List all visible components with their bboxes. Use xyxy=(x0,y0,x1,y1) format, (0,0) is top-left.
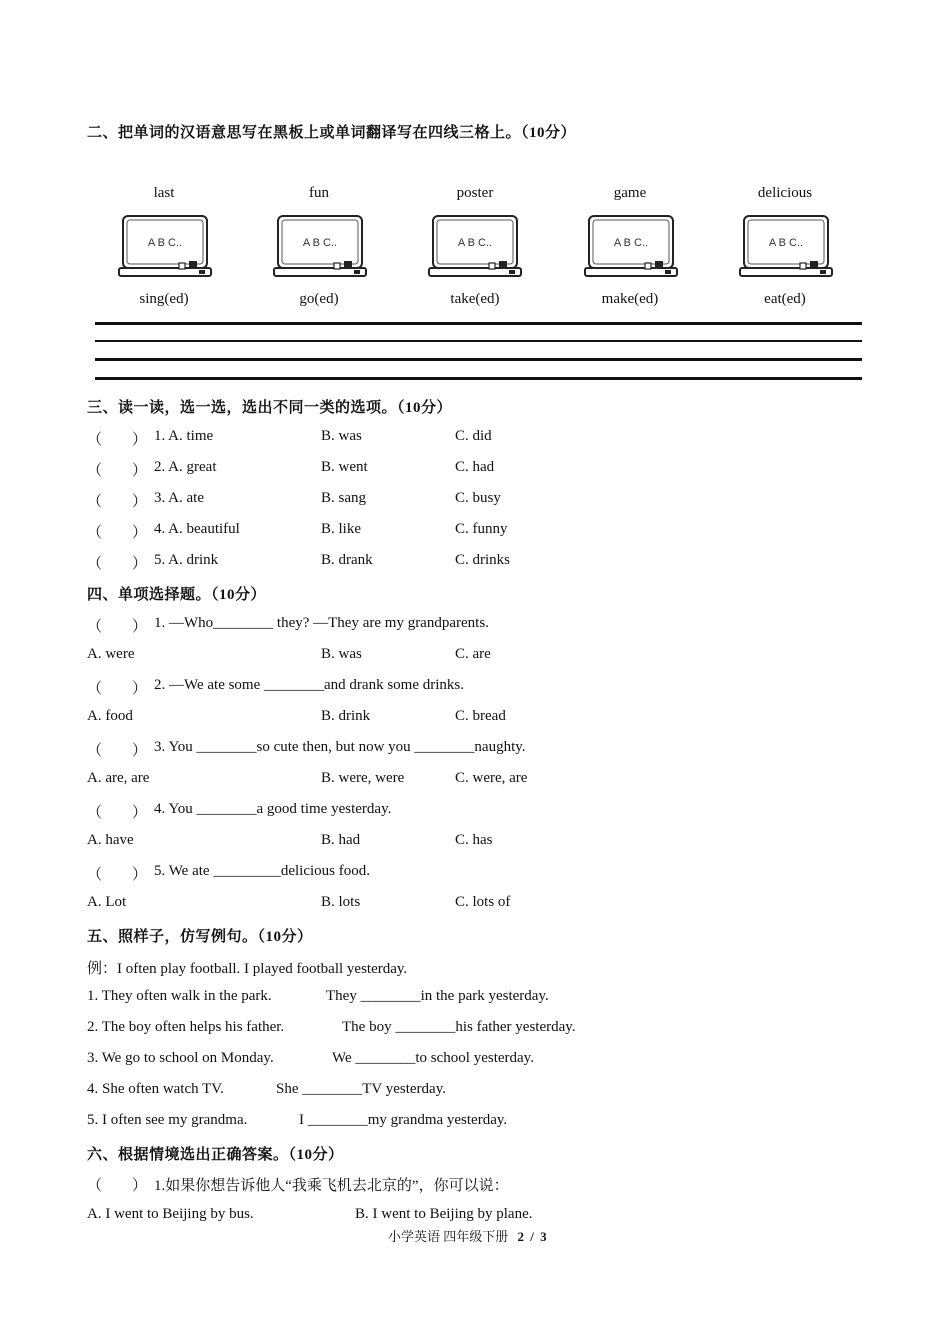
answer-blank[interactable]: （ ） xyxy=(87,743,148,759)
s4-q1-c: C. are xyxy=(455,646,491,662)
board-text-4: A B C.. xyxy=(613,237,649,249)
s4-q4-b: B. had xyxy=(321,832,361,848)
s4-q1-a: A. were xyxy=(87,646,135,662)
s3-q4-b: B. like xyxy=(321,521,361,537)
board-text-2: A B C.. xyxy=(302,237,338,249)
s3-q1-b: B. was xyxy=(321,428,362,444)
section-4-heading: 四、单项选择题。（10分） xyxy=(87,587,267,603)
s5-q1-right: They ________in the park yesterday. xyxy=(326,988,549,1004)
s3-q5-c: C. drinks xyxy=(455,552,511,568)
top-word-1: last xyxy=(153,185,175,201)
bottom-word-5: eat(ed) xyxy=(764,291,806,307)
s3-q2-c: C. had xyxy=(455,459,495,475)
grid-line-4 xyxy=(95,377,862,380)
s5-q5-right: I ________my grandma yesterday. xyxy=(299,1112,508,1128)
footer-separator: / xyxy=(530,1229,534,1244)
top-word-5: delicious xyxy=(757,185,813,201)
s4-q4: 4. You ________a good time yesterday. xyxy=(154,801,392,817)
s3-q1-c: C. did xyxy=(455,428,492,444)
s5-q4-left: 4. She often watch TV. xyxy=(87,1081,224,1097)
s3-q2-b: B. went xyxy=(321,459,368,475)
blackboard-3 xyxy=(427,214,523,280)
answer-blank[interactable]: （ ） xyxy=(87,556,148,572)
s4-q4-a: A. have xyxy=(87,832,134,848)
s3-q1-a: 1. A. time xyxy=(154,428,214,444)
footer-page-number: 2 xyxy=(517,1229,525,1244)
answer-blank[interactable]: （ ） xyxy=(87,805,148,821)
answer-blank[interactable]: （ ） xyxy=(87,432,148,448)
s4-q1: 1. —Who________ they? —They are my grandparents. xyxy=(154,615,489,631)
s4-q1-b: B. was xyxy=(321,646,362,662)
s4-q5: 5. We ate _________delicious food. xyxy=(154,863,370,879)
bottom-word-1: sing(ed) xyxy=(139,291,189,307)
s3-q3-a: 3. A. ate xyxy=(154,490,204,506)
s4-q2-c: C. bread xyxy=(455,708,506,724)
s3-q4-c: C. funny xyxy=(455,521,508,537)
footer-total-pages: 3 xyxy=(540,1229,547,1244)
answer-blank[interactable]: （ ） xyxy=(87,681,148,697)
s4-q5-b: B. lots xyxy=(321,894,361,910)
s4-q2-b: B. drink xyxy=(321,708,371,724)
s4-q3-b: B. were, were xyxy=(321,770,405,786)
bottom-word-3: take(ed) xyxy=(450,291,500,307)
s6-q1-b: B. I went to Beijing by plane. xyxy=(355,1206,533,1222)
s4-q4-c: C. has xyxy=(455,832,493,848)
section-6-heading: 六、根据情境选出正确答案。（10分） xyxy=(87,1147,344,1163)
s3-q2-a: 2. A. great xyxy=(154,459,217,475)
section-5-heading: 五、照样子，仿写例句。（10分） xyxy=(87,929,313,945)
bottom-word-4: make(ed) xyxy=(601,291,659,307)
board-text-1: A B C.. xyxy=(147,237,183,249)
answer-blank[interactable]: （ ） xyxy=(87,494,148,510)
blackboard-4 xyxy=(583,214,679,280)
blackboard-2 xyxy=(272,214,368,280)
s3-q5-a: 5. A. drink xyxy=(154,552,219,568)
s6-q1: 1.如果你想告诉他人“我乘飞机去北京的”，你可以说： xyxy=(154,1178,509,1194)
s5-q3-right: We ________to school yesterday. xyxy=(332,1050,534,1066)
s4-q5-a: A. Lot xyxy=(87,894,127,910)
s4-q3-a: A. are, are xyxy=(87,770,150,786)
board-text-5: A B C.. xyxy=(768,237,804,249)
s6-q1-a: A. I went to Beijing by bus. xyxy=(87,1206,254,1222)
answer-blank[interactable]: （ ） xyxy=(87,619,148,635)
section-2-heading: 二、把单词的汉语意思写在黑板上或单词翻译写在四线三格上。（10分） xyxy=(87,125,577,141)
board-text-3: A B C.. xyxy=(457,237,493,249)
s5-q2-left: 2. The boy often helps his father. xyxy=(87,1019,285,1035)
s5-q1-left: 1. They often walk in the park. xyxy=(87,988,272,1004)
s4-q3-c: C. were, are xyxy=(455,770,528,786)
s4-q5-c: C. lots of xyxy=(455,894,511,910)
s3-q3-c: C. busy xyxy=(455,490,501,506)
s5-q2-right: The boy ________his father yesterday. xyxy=(342,1019,576,1035)
s4-q2-a: A. food xyxy=(87,708,133,724)
top-word-4: game xyxy=(613,185,647,201)
footer-text: 小学英语 四年级下册 xyxy=(388,1229,509,1244)
section-3-heading: 三、读一读，选一选，选出不同一类的选项。（10分） xyxy=(87,400,453,416)
answer-blank[interactable]: （ ） xyxy=(87,1178,148,1194)
answer-blank[interactable]: （ ） xyxy=(87,867,148,883)
grid-line-3 xyxy=(95,358,862,361)
top-word-3: poster xyxy=(456,185,494,201)
s5-q4-right: She ________TV yesterday. xyxy=(276,1081,446,1097)
s5-q5-left: 5. I often see my grandma. xyxy=(87,1112,248,1128)
page-footer xyxy=(388,1226,547,1245)
s5-q3-left: 3. We go to school on Monday. xyxy=(87,1050,274,1066)
answer-blank[interactable]: （ ） xyxy=(87,463,148,479)
s4-q2: 2. —We ate some ________and drank some drinks. xyxy=(154,677,464,693)
blackboard-5 xyxy=(738,214,834,280)
bottom-word-2: go(ed) xyxy=(299,291,339,307)
s4-q3: 3. You ________so cute then, but now you ________naughty. xyxy=(154,739,526,755)
grid-line-2 xyxy=(95,340,862,342)
answer-blank[interactable]: （ ） xyxy=(87,525,148,541)
s3-q3-b: B. sang xyxy=(321,490,366,506)
s5-example: 例：I often play football. I played football yesterday. xyxy=(87,961,408,977)
top-word-2: fun xyxy=(309,185,329,201)
s3-q5-b: B. drank xyxy=(321,552,373,568)
blackboard-1 xyxy=(117,214,213,280)
s3-q4-a: 4. A. beautiful xyxy=(154,521,240,537)
grid-line-1 xyxy=(95,322,862,325)
